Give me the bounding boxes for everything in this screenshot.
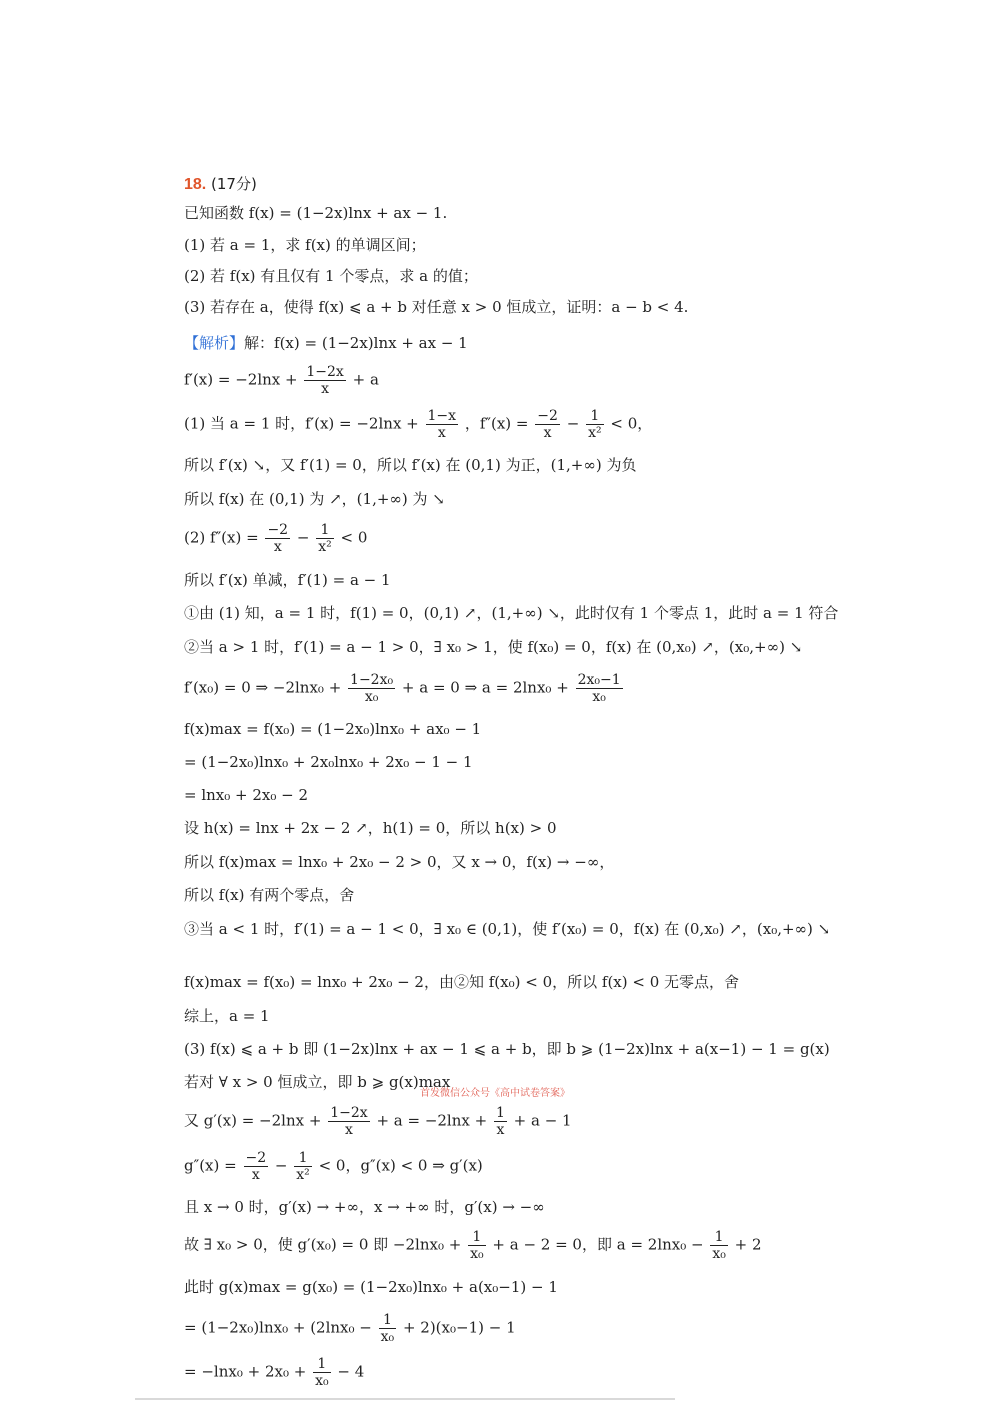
question-part-2: (2) 若 f(x) 有且仅有 1 个零点，求 a 的值； (184, 267, 478, 285)
solution-line-2: f′(x) = −2lnx + $\frac{1-2x}{x}$ + a (184, 364, 379, 397)
solution-line-12: = (1−2x₀)lnx₀ + 2x₀lnx₀ + 2x₀ − 1 − 1 (184, 753, 473, 771)
solution-line-22: 又 g′(x) = −2lnx + $\frac{1-2x}{x}$ + a = −2lnx + $\frac{1}{x}$ + a − 1 (184, 1105, 572, 1138)
solution-line-11: f(x)max = f(x₀) = (1−2x₀)lnx₀ + ax₀ − 1 (184, 720, 482, 738)
fraction: $\frac{1}{\text{x₀}}$ (315, 1356, 329, 1389)
question-part-1: (1) 若 a = 1，求 f(x) 的单调区间； (184, 236, 426, 254)
solution-line-8: ①由 (1) 知，a = 1 时，f(1) = 0，(0,1) ↗，(1,+∞) ↘，此时仅有 1 个零点 1，此时 a = 1 符合 (184, 604, 839, 622)
fraction: $\frac{-2}{x}$ (267, 522, 289, 555)
fraction: $\frac{1-x}{x}$ (427, 408, 457, 441)
solution-line-25: 故 ∃ x₀ > 0，使 g′(x₀) = 0 即 −2lnx₀ + $\frac{1}{\text{x₀}}$ + a − 2 = 0，即 a = 2lnx₀ − $\frac{1}{\text{x₀}}$ + 2 (184, 1229, 762, 1262)
question-score: (17分) (211, 175, 257, 193)
solution-line-7: 所以 f′(x) 单减，f′(1) = a − 1 (184, 571, 391, 589)
solution-line-14: 设 h(x) = lnx + 2x − 2 ↗，h(1) = 0，所以 h(x) > 0 (184, 819, 557, 837)
solution-line-28: = −lnx₀ + 2x₀ + $\frac{1}{\text{x₀}}$ − 4 (184, 1356, 365, 1389)
solution-line-21: 若对 ∀ x > 0 恒成立，即 b ⩾ g(x)max (184, 1073, 451, 1091)
fraction: $\frac{1}{\text{x²}}$ (588, 408, 602, 441)
question-stem: 已知函数 f(x) = (1−2x)lnx + ax − 1. (184, 204, 448, 222)
solution-line-3: (1) 当 a = 1 时，f′(x) = −2lnx + $\frac{1-x}{x}$ ，f″(x) = $\frac{-2}{x}$ − $\frac{1}{\text{x²}}$ < 0， (184, 408, 653, 441)
fraction: $\frac{1-2x}{x}$ (306, 364, 344, 397)
solution-line-19: 综上，a = 1 (184, 1007, 270, 1025)
bottom-divider (135, 1398, 675, 1400)
solution-line-15: 所以 f(x)max = lnx₀ + 2x₀ − 2 > 0，又 x → 0，f(x) → −∞， (184, 853, 615, 871)
analysis-tag: 【解析】 (184, 334, 245, 352)
solution-line-24: 且 x → 0 时，g′(x) → +∞，x → +∞ 时，g′(x) → −∞ (184, 1198, 545, 1216)
fraction: $\frac{1}{\text{x²}}$ (296, 1150, 310, 1183)
fraction: $\frac{1}{\text{x₀}}$ (380, 1312, 395, 1345)
question-header (184, 174, 257, 195)
solution-line-10: f′(x₀) = 0 ⇒ −2lnx₀ + $\frac{\text{1−2x₀}}{\text{x₀}}$ + a = 0 ⇒ a = 2lnx₀ + $\frac{\text{2x₀−1}}{\text{x₀}}$ (184, 672, 621, 705)
solution-line-26: 此时 g(x)max = g(x₀) = (1−2x₀)lnx₀ + a(x₀−1) − 1 (184, 1278, 558, 1296)
solution-line-17: ③当 a < 1 时，f′(1) = a − 1 < 0，∃ x₀ ∈ (0,1)，使 f′(x₀) = 0，f(x) 在 (0,x₀) ↗，(x₀,+∞) ↘ (184, 920, 831, 938)
fraction: $\frac{-2}{x}$ (245, 1150, 267, 1183)
fraction: $\frac{\text{2x₀−1}}{\text{x₀}}$ (577, 672, 621, 705)
fraction: $\frac{1}{\text{x₀}}$ (470, 1229, 484, 1262)
fraction: $\frac{1}{\text{x₀}}$ (712, 1229, 726, 1262)
fraction: $\frac{1-2x}{x}$ (330, 1105, 368, 1138)
solution-line-4: 所以 f′(x) ↘，又 f′(1) = 0，所以 f′(x) 在 (0,1) 为正，(1,+∞) 为负 (184, 456, 637, 474)
solution-line-1: 【解析】解：f(x) = (1−2x)lnx + ax − 1 (184, 334, 468, 352)
solution-line-20: (3) f(x) ⩽ a + b 即 (1−2x)lnx + ax − 1 ⩽ a + b，即 b ⩾ (1−2x)lnx + a(x−1) − 1 = g(x) (184, 1040, 830, 1058)
solution-line-27: = (1−2x₀)lnx₀ + (2lnx₀ − $\frac{1}{\text{x₀}}$ + 2)(x₀−1) − 1 (184, 1312, 516, 1345)
question-part-3: (3) 若存在 a，使得 f(x) ⩽ a + b 对任意 x > 0 恒成立，证明：a − b < 4. (184, 298, 689, 316)
solution-line-5: 所以 f(x) 在 (0,1) 为 ↗，(1,+∞) 为 ↘ (184, 490, 445, 508)
fraction: $\frac{\text{1−2x₀}}{\text{x₀}}$ (350, 672, 394, 705)
question-number: 18. (184, 176, 207, 193)
solution-line-23: g″(x) = $\frac{-2}{x}$ − $\frac{1}{\text{x²}}$ < 0，g″(x) < 0 ⇒ g′(x) (184, 1150, 483, 1183)
solution-line-13: = lnx₀ + 2x₀ − 2 (184, 786, 309, 804)
fraction: $\frac{1}{\text{x²}}$ (318, 522, 332, 555)
solution-line-6: (2) f″(x) = $\frac{-2}{x}$ − $\frac{1}{\text{x²}}$ < 0 (184, 522, 368, 555)
fraction: $\frac{-2}{x}$ (537, 408, 558, 441)
watermark-text: 首发微信公众号《高中试卷答案》 (420, 1088, 570, 1099)
solution-line-16: 所以 f(x) 有两个零点，舍 (184, 886, 355, 904)
solution-line-9: ②当 a > 1 时，f′(1) = a − 1 > 0，∃ x₀ > 1，使 f(x₀) = 0，f(x) 在 (0,x₀) ↗，(x₀,+∞) ↘ (184, 638, 803, 656)
fraction: $\frac{1}{x}$ (495, 1105, 505, 1138)
solution-line-18: f(x)max = f(x₀) = lnx₀ + 2x₀ − 2，由②知 f(x₀) < 0，所以 f(x) < 0 无零点，舍 (184, 973, 740, 991)
